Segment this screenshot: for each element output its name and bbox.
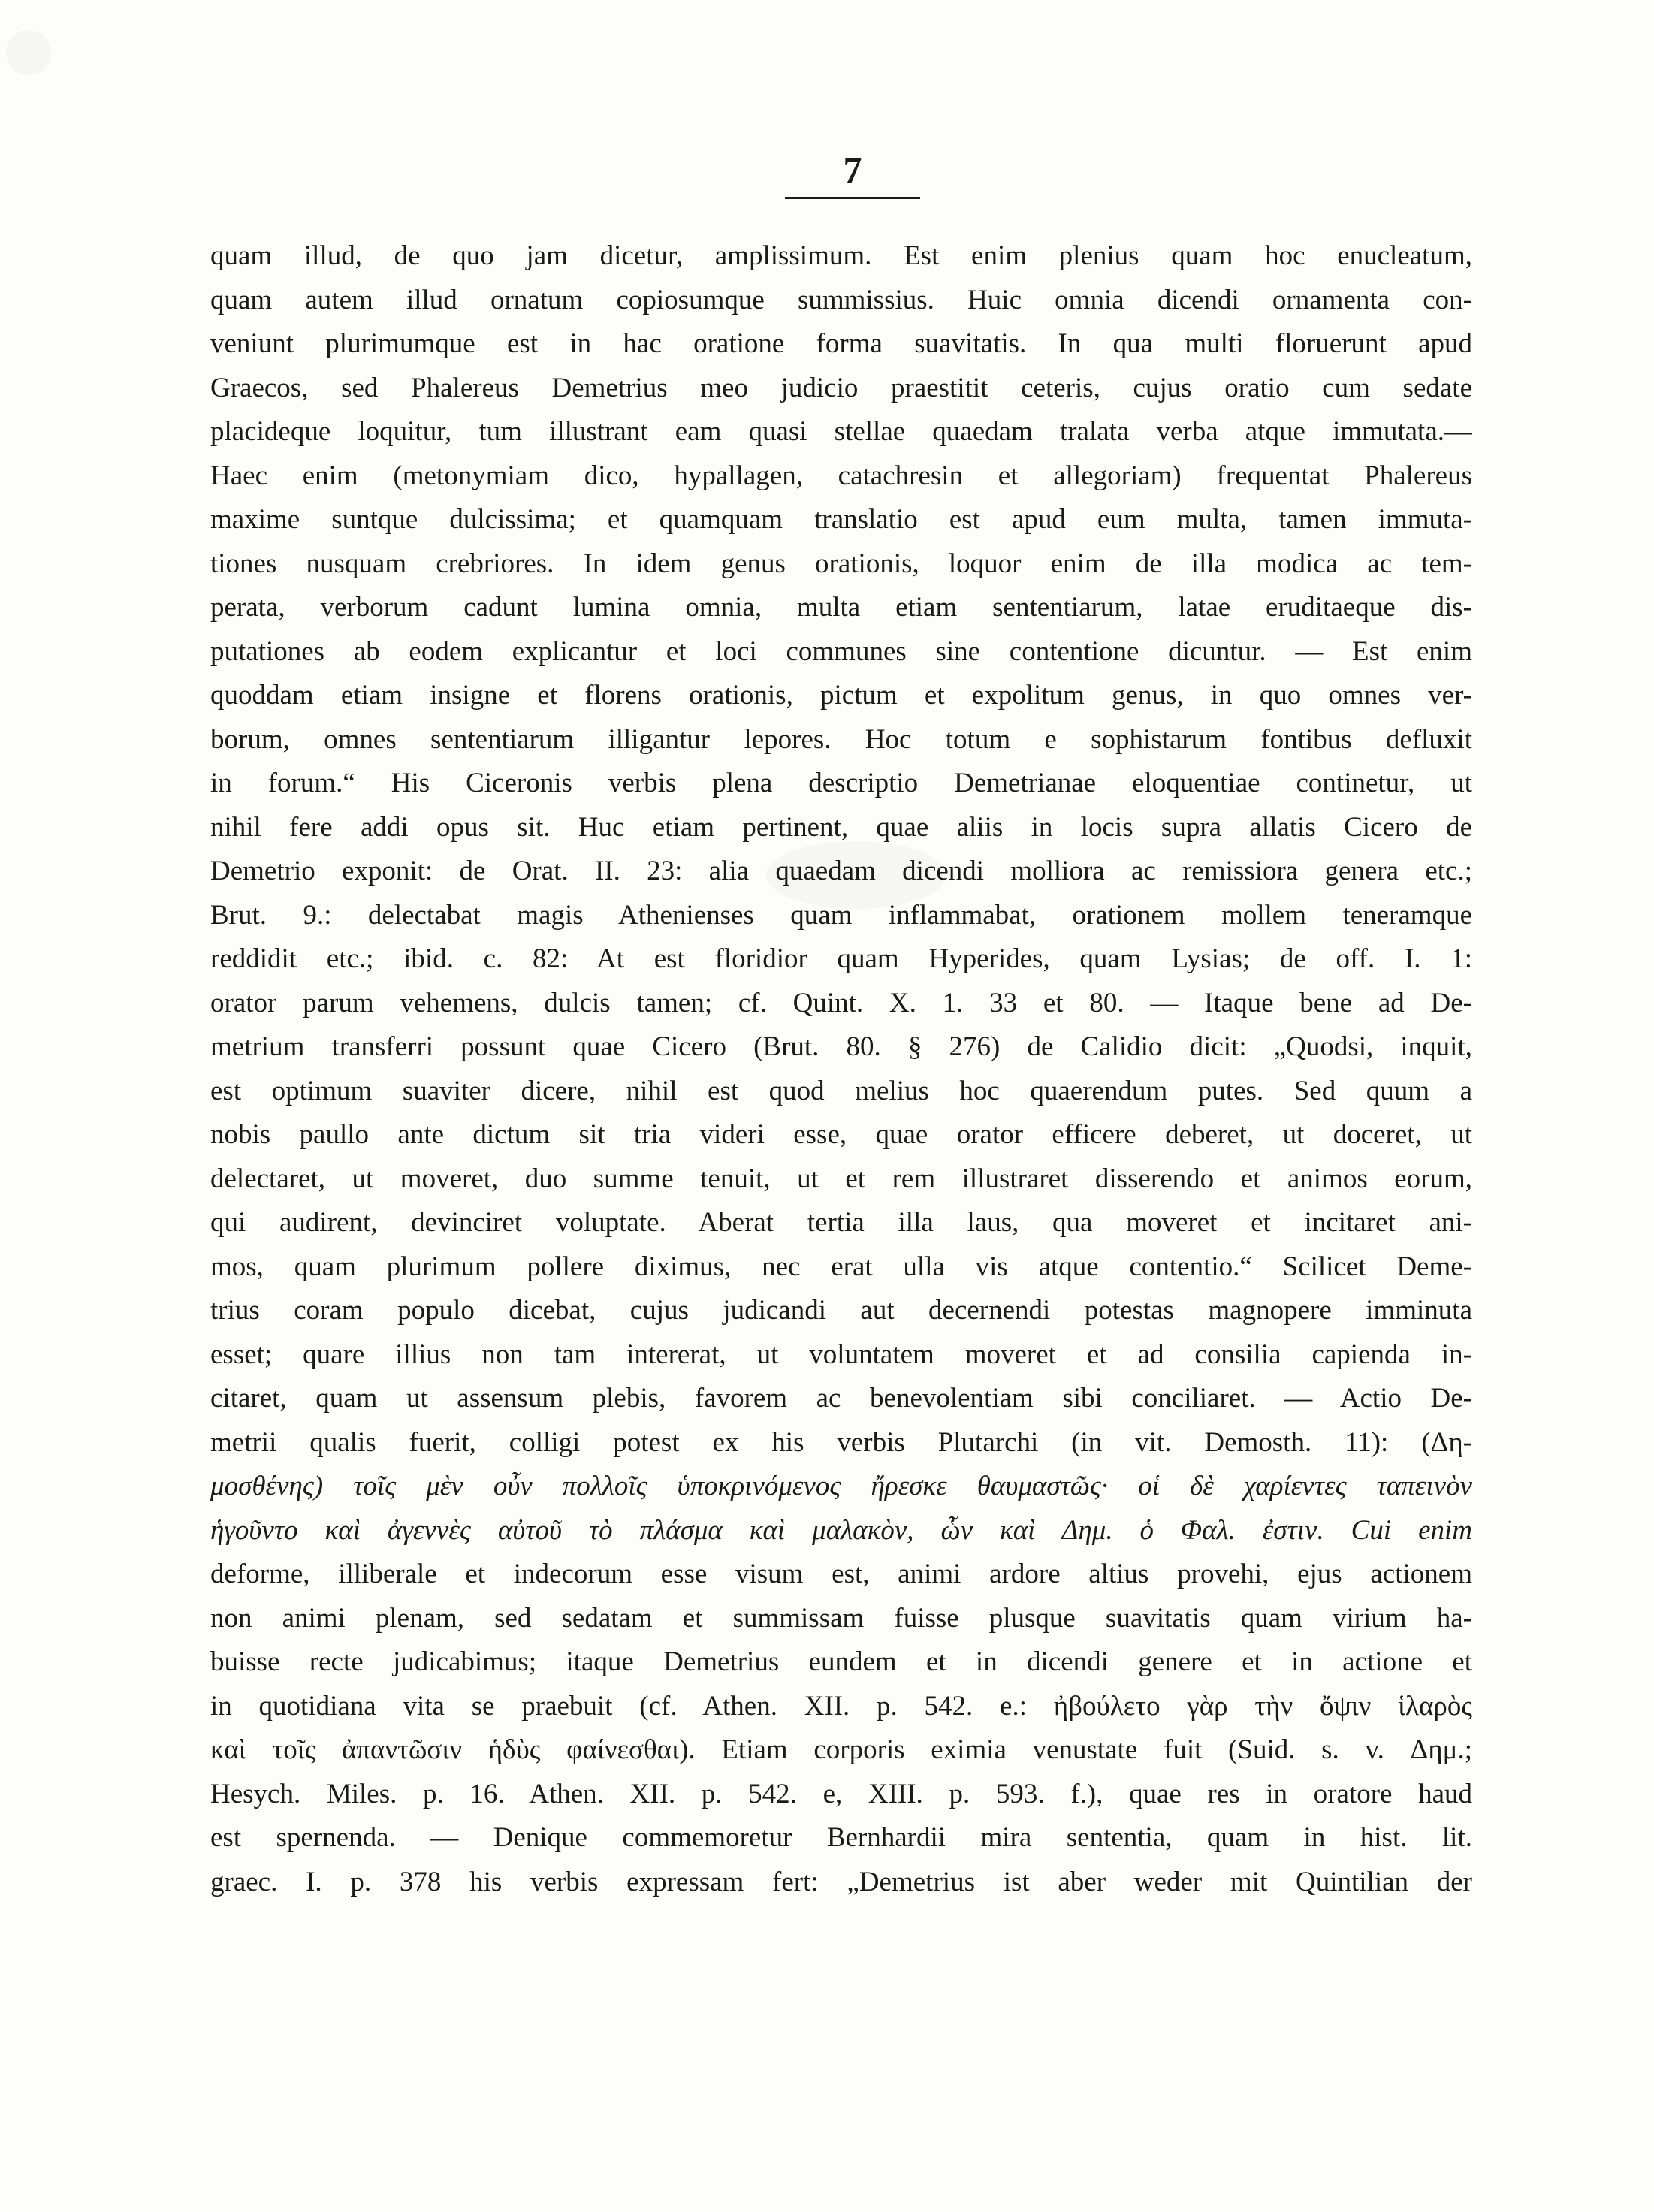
text-line: non animi plenam, sed sedatam et summissam fuisse plusque suavitatis quam virium ha- — [210, 1602, 1472, 1634]
text-line: Demetrio exponit: de Orat. II. 23: alia quaedam dicendi molliora ac remissiora genera etc.; — [210, 856, 1472, 886]
text-line: graec. I. p. 378 his verbis expressam fert: „Demetrius ist aber weder mit Quintilian der — [210, 1866, 1472, 1897]
text-line: veniunt plurimumque est in hac oratione forma suavitatis. In qua multi floruerunt apud — [210, 328, 1472, 359]
greek-quotation-line: μοσθένης) τοῖς μὲν οὖν πολλοῖς ὑποκρινόμενος ἤρεσκε θαυμαστῶς· οἱ δὲ χαρίεντες ταπεινὸν — [210, 1471, 1472, 1501]
text-line: qui audirent, devinciret voluptate. Aberat tertia illa laus, qua moveret et incitaret ani- — [210, 1207, 1472, 1238]
text-line: Haec enim (metonymiam dico, hypallagen, catachresin et allegoriam) frequentat Phalereus — [210, 460, 1472, 491]
text-line: Graecos, sed Phalereus Demetrius meo judicio praestitit ceteris, cujus oratio cum sedate — [210, 372, 1472, 403]
text-line: quam illud, de quo jam dicetur, amplissimum. Est enim plenius quam hoc enucleatum, — [210, 240, 1472, 271]
text-line: placideque loquitur, tum illustrant eam quasi stellae quaedam tralata verba atque immutata.— — [210, 416, 1472, 447]
text-line: borum, omnes sententiarum illigantur lepores. Hoc totum e sophistarum fontibus defluxit — [210, 723, 1472, 755]
text-line: esset; quare illius non tam intererat, ut voluntatem moveret et ad consilia capienda in- — [210, 1338, 1472, 1370]
text-line: deforme, illiberale et indecorum esse visum est, animi ardore altius provehi, ejus actionem — [210, 1559, 1472, 1589]
text-line: maxime suntque dulcissima; et quamquam translatio est apud eum multa, tamen immuta- — [210, 504, 1472, 535]
text-line: citaret, quam ut assensum plebis, favorem ac benevolentiam sibi conciliaret. — Actio De- — [210, 1383, 1472, 1414]
text-line: perata, verborum cadunt lumina omnia, multa etiam sententiarum, latae eruditaeque dis- — [210, 592, 1472, 623]
body-text — [210, 234, 1472, 1904]
text-line: nobis paullo ante dictum sit tria videri esse, quae orator efficere deberet, ut doceret, ut — [210, 1119, 1472, 1150]
text-line: Hesych. Miles. p. 16. Athen. XII. p. 542. e, XIII. p. 593. f.), quae res in oratore haud — [210, 1778, 1472, 1809]
text-line: est spernenda. — Denique commemoretur Bernhardii mira sententia, quam in hist. lit. — [210, 1822, 1472, 1853]
text-line: buisse recte judicabimus; itaque Demetrius eundem et in dicendi genere et in actione et — [210, 1646, 1472, 1677]
text-line: nihil fere addi opus sit. Huc etiam pertinent, quae aliis in locis supra allatis Cicero de — [210, 811, 1472, 843]
text-line: mos, quam plurimum pollere diximus, nec erat ulla vis atque contentio.“ Scilicet Deme- — [210, 1251, 1472, 1282]
text-line: tiones nusquam crebriores. In idem genus orationis, loquor enim de illa modica ac tem- — [210, 548, 1472, 579]
text-line: putationes ab eodem explicantur et loci communes sine contentione dicuntur. — Est enim — [210, 635, 1472, 667]
text-line: quoddam etiam insigne et florens orationis, pictum et expolitum genus, in quo omnes ver- — [210, 680, 1472, 711]
text-line: delectaret, ut moveret, duo summe tenuit, ut et rem illustraret disserendo et animos eorum, — [210, 1163, 1472, 1194]
text-line: trius coram populo dicebat, cujus judicandi aut decernendi potestas magnopere imminuta — [210, 1295, 1472, 1326]
greek-quotation-line: ἡγοῦντο καὶ ἀγεννὲς αὐτοῦ τὸ πλάσμα καὶ μαλακὸν, ὧν καὶ Δημ. ὁ Φαλ. ἐστιν. Cui enim — [210, 1514, 1472, 1546]
text-line: Brut. 9.: delectabat magis Athenienses quam inflammabat, orationem mollem teneramque — [210, 899, 1472, 931]
paper-stain — [6, 30, 51, 75]
page-number-rule — [785, 197, 920, 199]
text-line: metrii qualis fuerit, colligi potest ex his verbis Plutarchi (in vit. Demosth. 11): (Δη- — [210, 1426, 1472, 1458]
text-line: orator parum vehemens, dulcis tamen; cf. Quint. X. 1. 33 et 80. — Itaque bene ad De- — [210, 987, 1472, 1018]
text-line: est optimum suaviter dicere, nihil est quod melius hoc quaerendum putes. Sed quum a — [210, 1075, 1472, 1106]
text-line: καὶ τοῖς ἀπαντῶσιν ἡδὺς φαίνεσθαι). Etiam corporis eximia venustate fuit (Suid. s. v. Δημ.; — [210, 1734, 1472, 1765]
text-line: reddidit etc.; ibid. c. 82: At est floridior quam Hyperides, quam Lysias; de off. I. 1: — [210, 943, 1472, 974]
page-number: 7 — [843, 149, 862, 191]
text-line: quam autem illud ornatum copiosumque summissius. Huic omnia dicendi ornamenta con- — [210, 284, 1472, 315]
text-line: in forum.“ His Ciceronis verbis plena descriptio Demetrianae eloquentiae continetur, ut — [210, 768, 1472, 798]
text-line: in quotidiana vita se praebuit (cf. Athen. XII. p. 542. e.: ἠβούλετο γὰρ τὴν ὄψιν ἱλαρὸς — [210, 1690, 1472, 1722]
text-line: metrium transferri possunt quae Cicero (Brut. 80. § 276) de Calidio dicit: „Quodsi, inquit, — [210, 1031, 1472, 1062]
